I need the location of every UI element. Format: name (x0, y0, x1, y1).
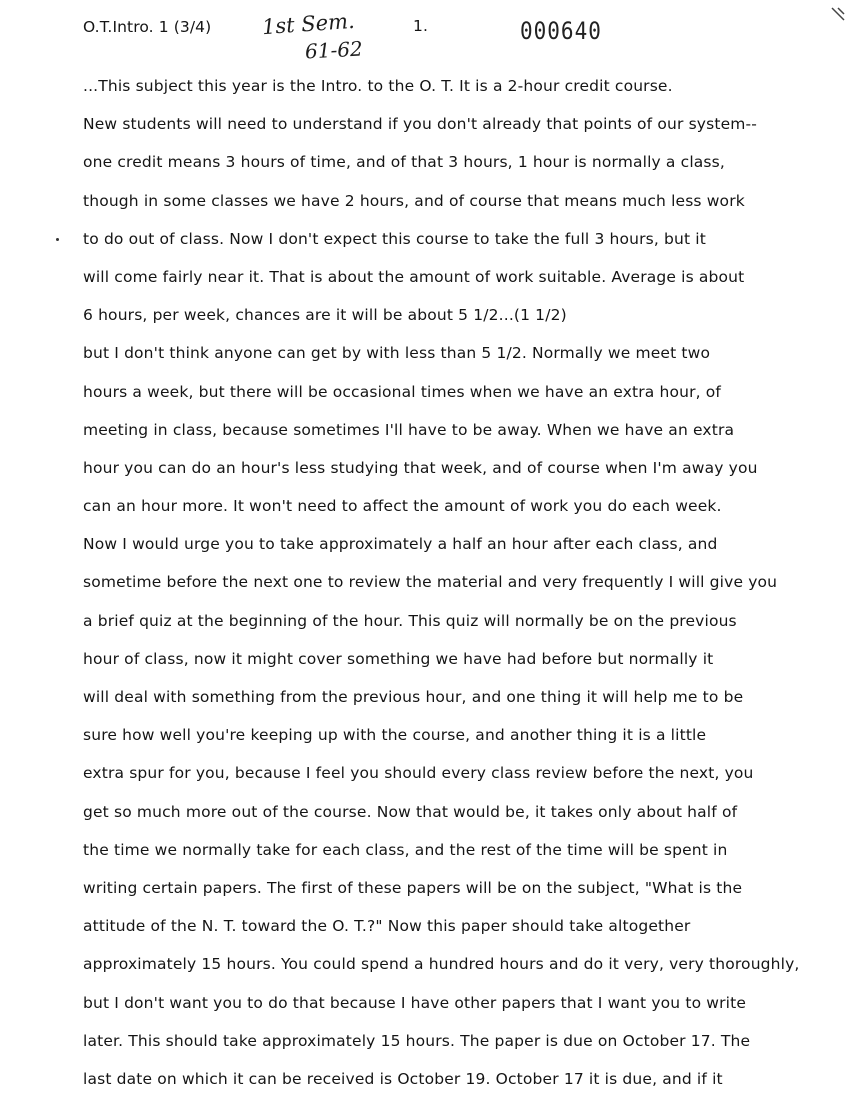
transcript-body (83, 72, 843, 1102)
text-line: one credit means 3 hours of time, and of that 3 hours, 1 hour is normally a class, (83, 153, 725, 172)
text-line: writing certain papers. The first of these papers will be on the subject, "What is the (83, 878, 743, 897)
archive-stamp-number: 000640 (520, 17, 602, 45)
text-line: a brief quiz at the beginning of the hour. This quiz will normally be on the previous (83, 611, 737, 630)
text-line: can an hour more. It won't need to affect the amount of work you do each week. (83, 497, 722, 516)
text-line: last date on which it can be received is October 19. October 17 it is due, and if it (83, 1069, 723, 1088)
text-line: hour of class, now it might cover something we have had before but normally it (83, 649, 714, 668)
text-line: the time we normally take for each class, and the rest of the time will be spent in (83, 840, 728, 859)
text-line: sure how well you're keeping up with the course, and another thing it is a little (83, 726, 707, 745)
handwritten-note-semester: 1st Sem. (261, 8, 356, 40)
text-line: attitude of the N. T. toward the O. T.?" Now this paper should take altogether (83, 917, 691, 936)
text-line: 6 hours, per week, chances are it will be about 5 1/2...(1 1/2) (83, 306, 567, 325)
text-line: though in some classes we have 2 hours, and of course that means much less work (83, 191, 745, 210)
text-line: get so much more out of the course. Now that would be, it takes only about half of (83, 802, 738, 821)
text-line: sometime before the next one to review the material and very frequently I will give you (83, 573, 778, 592)
text-line: hour you can do an hour's less studying that week, and of course when I'm away you (83, 458, 758, 477)
text-line: will deal with something from the previous hour, and one thing it will help me to be (83, 688, 744, 706)
text-line: Now I would urge you to take approximately a half an hour after each class, and (83, 535, 718, 554)
text-line: approximately 15 hours. You could spend a hundred hours and do it very, very thoroughly, (83, 955, 800, 974)
text-line: but I don't think anyone can get by with less than 5 1/2. Normally we meet two (83, 344, 711, 363)
text-line: ...This subject this year is the Intro. to the O. T. It is a 2-hour credit course. (83, 77, 673, 95)
handwritten-note-year: 61-62 (304, 36, 364, 64)
text-line: hours a week, but there will be occasional times when we have an extra hour, of (83, 382, 721, 401)
text-line: to do out of class. Now I don't expect this course to take the full 3 hours, but it (83, 229, 706, 248)
corner-fold-icon (830, 6, 846, 22)
text-line: but I don't want you to do that because I have other papers that I want you to write (83, 993, 747, 1012)
text-line: extra spur for you, because I feel you should every class review before the next, you (83, 764, 754, 783)
course-label: O.T.Intro. 1 (3/4) (83, 18, 212, 36)
text-line: meeting in class, because sometimes I'll have to be away. When we have an extra (83, 420, 735, 439)
text-line: later. This should take approximately 15 hours. The paper is due on October 17. The (83, 1031, 751, 1050)
page-number: 1. (413, 17, 428, 35)
text-line: New students will need to understand if you don't already that points of our system-- (83, 115, 757, 134)
text-line: will come fairly near it. That is about the amount of work suitable. Average is about (83, 267, 745, 286)
scan-speck (56, 238, 59, 241)
